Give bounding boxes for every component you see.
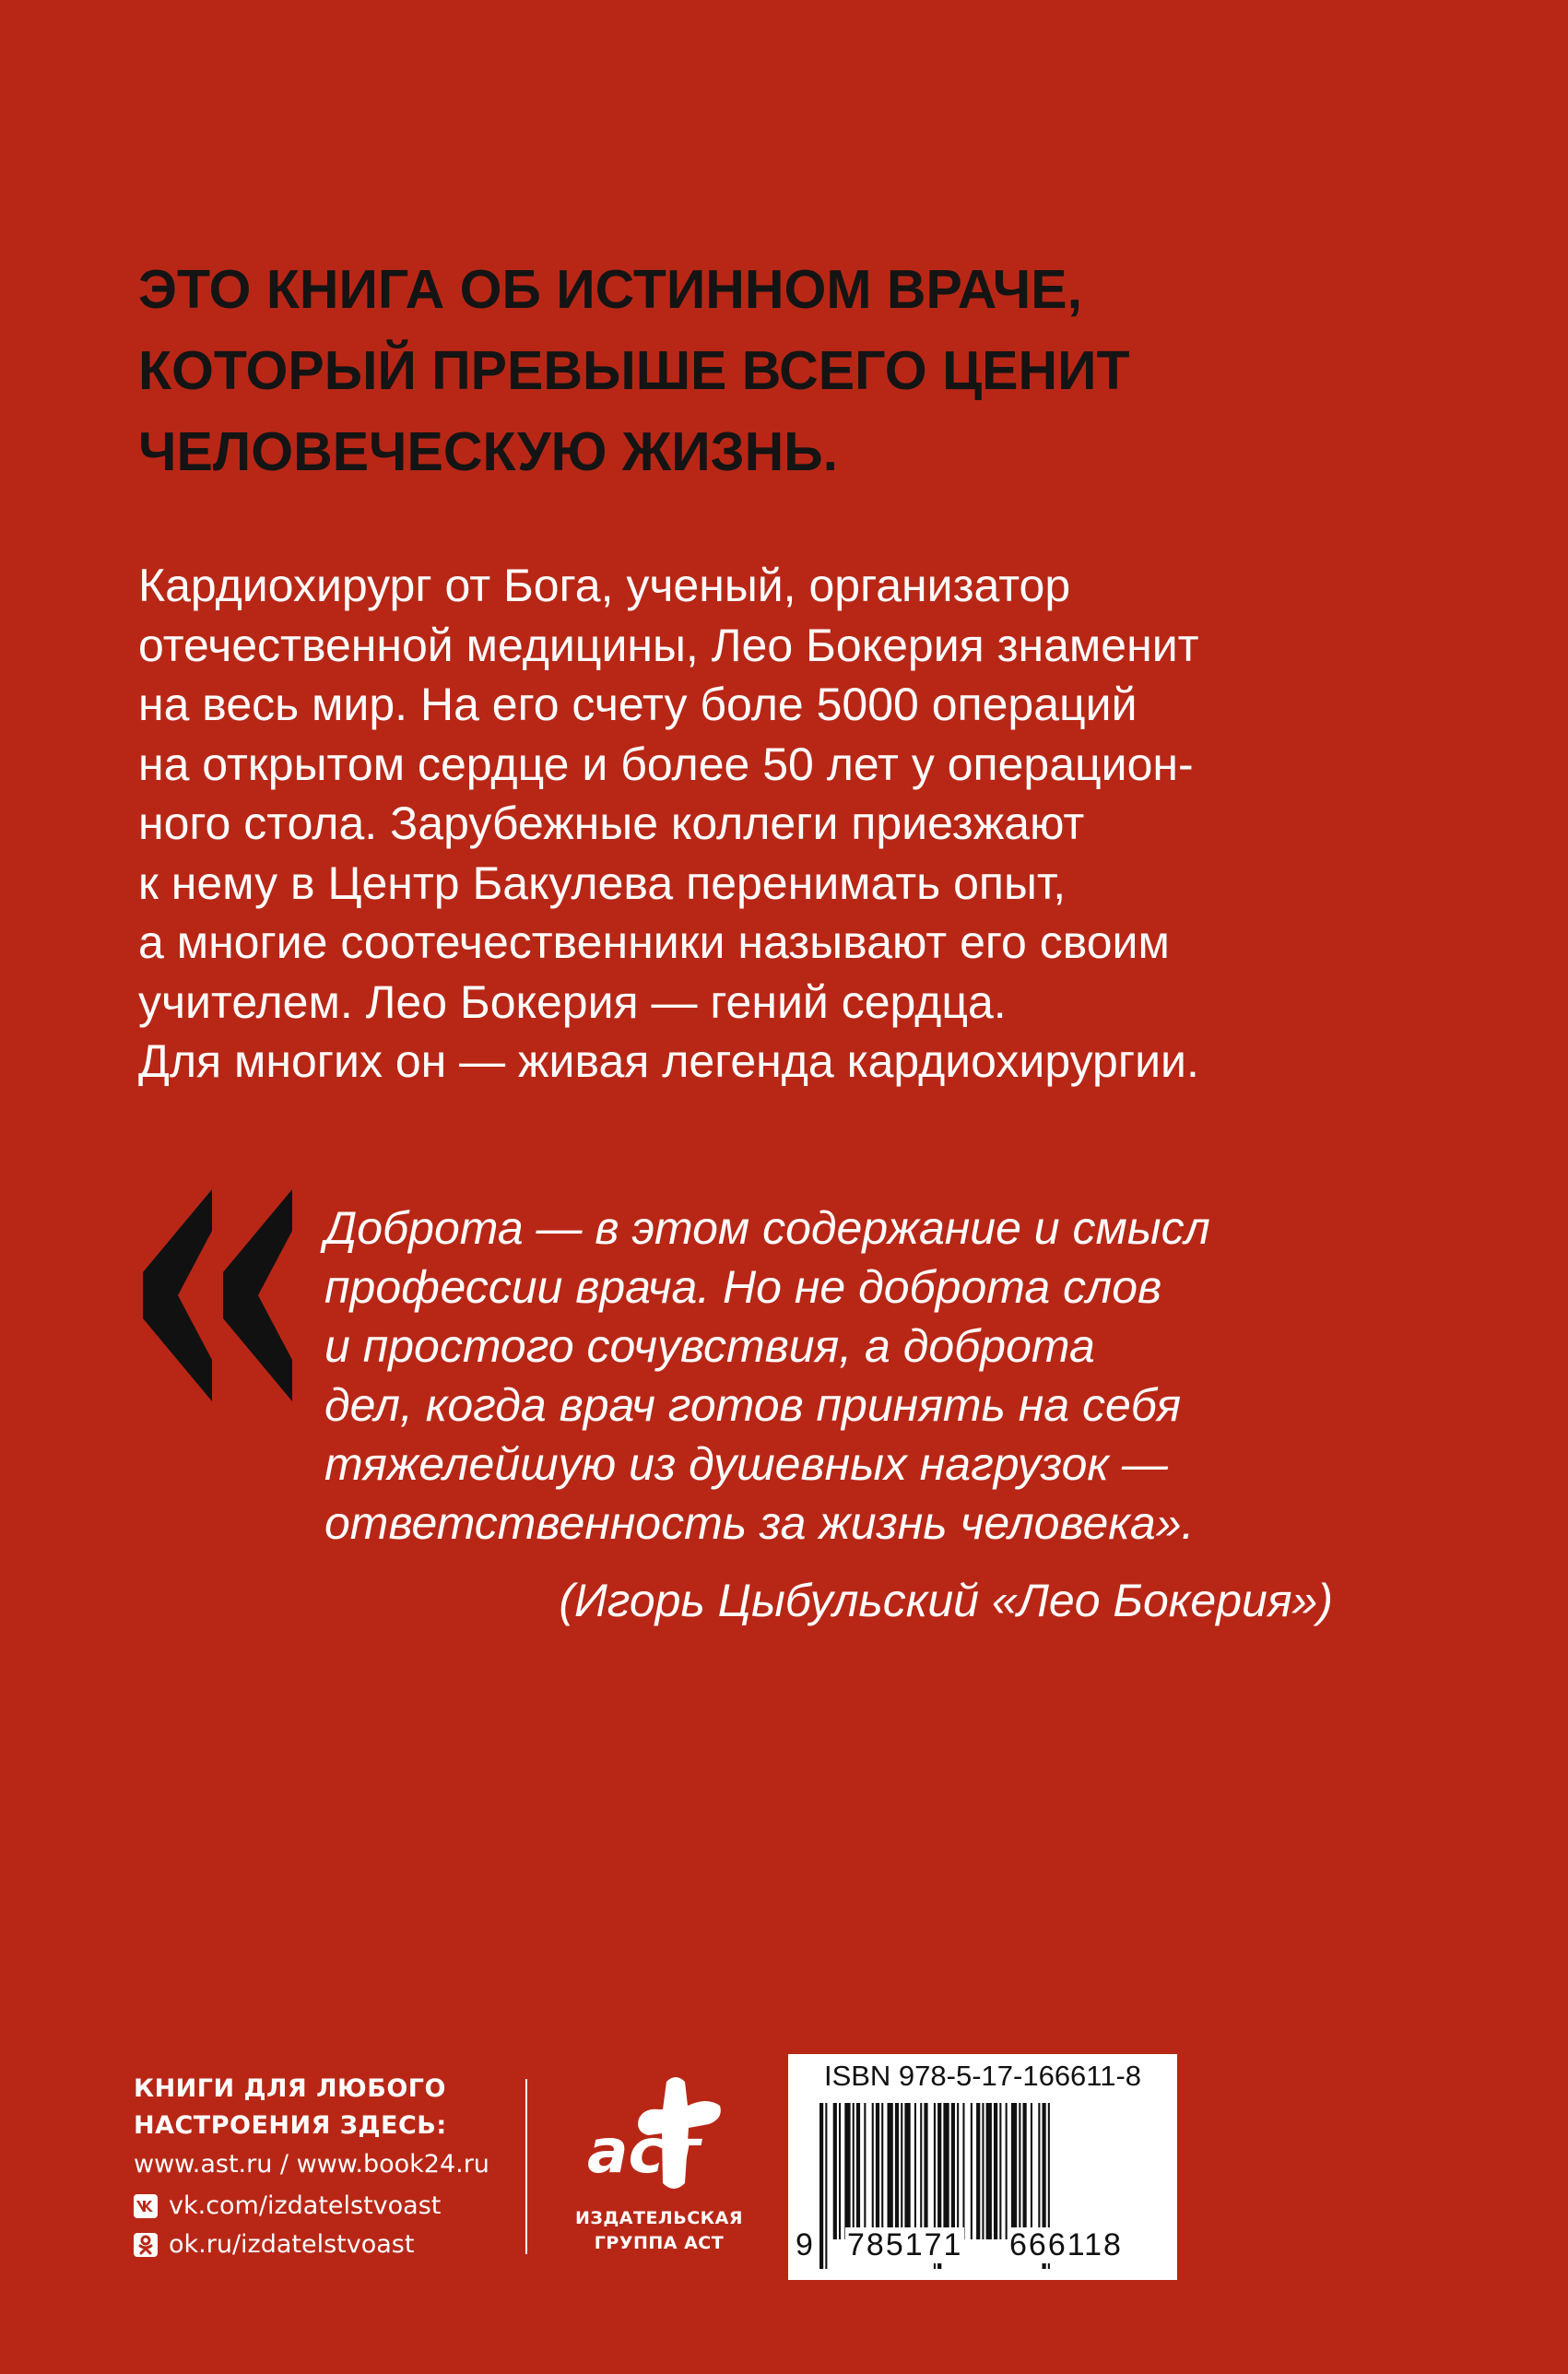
footer-heading-line: КНИГИ ДЛЯ ЛЮБОГО: [134, 2074, 446, 2103]
barcode-bar: [872, 2103, 874, 2239]
barcode-bar: [1023, 2103, 1027, 2239]
ean-right-digits: 666118: [1009, 2227, 1123, 2262]
quote-line: Доброта — в этом содержание и смысл: [324, 1202, 1210, 1254]
barcode-bar: [1006, 2103, 1008, 2239]
ok-link-text: ok.ru/izdatelstvoast: [169, 2230, 415, 2259]
quote-line: дел, когда врач готов принять на себя: [324, 1379, 1182, 1431]
barcode-bar: [982, 2103, 984, 2239]
barcode-bar: [856, 2103, 860, 2239]
quote-mark-icon: [143, 1189, 300, 1401]
vk-link-text: vk.com/izdatelstvoast: [169, 2191, 442, 2220]
quote-line: тяжелейшую из душевных нагрузок —: [324, 1438, 1168, 1490]
quote-attribution: (Игорь Цыбульский «Лео Бокерия»): [559, 1575, 1333, 1626]
quote: [324, 1199, 1431, 1553]
barcode-bar: [920, 2103, 922, 2239]
barcode-bar: [1011, 2103, 1017, 2239]
logo-text: аст: [587, 2116, 700, 2187]
headline: [138, 249, 1447, 492]
barcode-bar: [904, 2103, 910, 2239]
barcode-bar: [924, 2103, 927, 2239]
description-line: а многие соотечественники называют его своим: [138, 916, 1170, 968]
description: [138, 556, 1447, 1092]
headline-line: ЭТО КНИГА ОБ ИСТИННОМ ВРАЧЕ,: [138, 259, 1083, 320]
website-links-text: www.ast.ru / www.book24.ru: [134, 2150, 489, 2179]
description-line: Для многих он — живая легенда кардиохирургии.: [138, 1035, 1199, 1087]
vk-icon: [134, 2194, 158, 2218]
description-line: на весь мир. На его счету боле 5000 операций: [138, 679, 1138, 730]
publisher-line: ИЗДАТЕЛЬСКАЯ: [574, 2208, 744, 2228]
barcode-bar: [876, 2103, 879, 2239]
barcode-bar: [888, 2103, 893, 2239]
vk-link[interactable]: [134, 2191, 441, 2220]
publisher-line: ГРУППА АСТ: [594, 2233, 725, 2253]
barcode-bar: [914, 2103, 916, 2239]
ast-logo: [567, 2074, 751, 2194]
barcode-bar: [844, 2103, 850, 2239]
barcode-bar: [853, 2103, 855, 2239]
description-line: отечественной медицины, Лео Бокерия знаменит: [138, 619, 1199, 671]
description-line: Кардиохирург от Бога, ученый, организатор: [138, 560, 1071, 611]
description-line: к нему в Центр Бакулева перенимать опыт,: [138, 856, 1067, 909]
barcode-bar: [943, 2103, 949, 2239]
ok-link[interactable]: [134, 2230, 414, 2259]
description-line: на открытом сердце и более 50 лет у операцион-: [138, 738, 1194, 790]
isbn-barcode: [788, 2054, 1177, 2280]
quote-line: профессии врача. Но не доброта слов: [324, 1261, 1162, 1313]
barcode-bar: [994, 2103, 997, 2239]
ok-icon: [134, 2233, 158, 2257]
ean-left-digits: 785171: [847, 2227, 963, 2262]
barcode-bar: [962, 2103, 964, 2239]
website-links[interactable]: [134, 2150, 489, 2179]
barcode-bar: [1019, 2103, 1020, 2239]
footer-heading-line: НАСТРОЕНИЯ ЗДЕСЬ:: [134, 2111, 447, 2140]
barcode-bar: [895, 2103, 899, 2239]
barcode-bar: [819, 2103, 823, 2269]
barcode-bar: [951, 2103, 955, 2239]
footer-divider: [525, 2079, 527, 2254]
barcode-bar: [999, 2103, 1001, 2239]
footer-heading: [134, 2071, 447, 2144]
headline-line: КОТОРЫЙ ПРЕВЫШЕ ВСЕГО ЦЕНИТ: [138, 340, 1130, 401]
barcode-bar: [971, 2103, 973, 2239]
barcode-bar: [881, 2103, 883, 2239]
quote-line: и простого сочувствия, а доброта: [324, 1320, 1095, 1372]
barcode-bar: [976, 2103, 980, 2239]
description-line: ного стола. Зарубежные коллеги приезжают: [138, 797, 1085, 849]
isbn-label: ISBN 978-5-17-166611-8: [823, 2060, 1142, 2092]
barcode-bar: [839, 2103, 841, 2239]
barcode-bar: [825, 2103, 827, 2269]
headline-line: ЧЕЛОВЕЧЕСКУЮ ЖИЗНЬ.: [138, 421, 838, 482]
barcode-bar: [833, 2103, 837, 2239]
barcode-bar: [1038, 2103, 1040, 2239]
barcode-bar: [986, 2103, 992, 2239]
ean-first-digit: 9: [796, 2227, 813, 2262]
description-line: учителем. Лео Бокерия — гений сердца.: [138, 975, 1007, 1028]
publisher-name: [544, 2206, 774, 2256]
barcode-bar: [901, 2103, 902, 2239]
quote-line: ответственность за жизнь человека».: [324, 1497, 1195, 1549]
barcode-bar: [1031, 2103, 1032, 2239]
barcode-bar: [957, 2103, 959, 2239]
barcode-bar: [864, 2103, 866, 2239]
